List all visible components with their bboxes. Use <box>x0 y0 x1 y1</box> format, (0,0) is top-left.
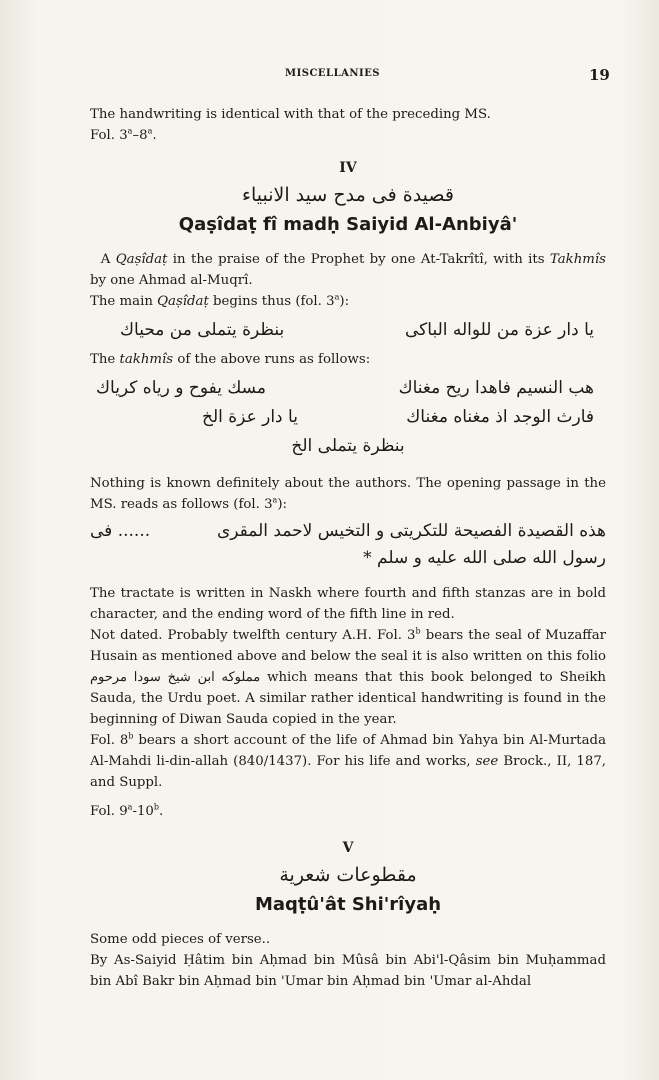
paragraph-odd-pieces: Some odd pieces of verse.. <box>90 932 271 947</box>
section-title-v: Maqṭû'ât Shi'rîyaḥ <box>254 894 442 915</box>
opening-passage-arabic-2: رسول الله صلى الله عليه و سلم * <box>363 548 606 568</box>
paragraph-fol-8b: Fol. 8$^b$ bears a short account of the life of Ahmad bin Yahya bin Al-Murtada Al-Mahdi li-din-allah (840/1437). For his life and works, see Brock., II, 187, and Suppl. <box>90 731 607 790</box>
section-title-iv: Qaṣîdaṭ fî madḥ Saiyid Al-Anbiyâ' <box>178 214 518 235</box>
section-numeral-v: V <box>342 840 354 856</box>
inline-arabic-seal-note: مملوكه ابن شيخ سودا مرحوم <box>90 670 261 685</box>
paragraph-main-qasidat: The main Qaṣîdaṭ begins thus (fol. 3$^a$): <box>90 292 350 309</box>
paragraph-handwriting: The handwriting is identical with that of the preceding MS. <box>90 107 491 122</box>
paragraph-author: By As-Saiyid Ḥâtim bin Aḥmad bin Mûsâ bin Abi'l-Qâsim bin Muḥammad bin Abî Bakr bin Aḥmad bin 'Umar bin Aḥmad bin 'Umar al-Ahdal <box>90 953 606 989</box>
page-content <box>90 104 606 992</box>
takhmis-verse-1: هب النسيم فاهدا ريح مغناك مسك يفوح و رياه كرياك <box>96 378 594 398</box>
paragraph-not-dated: Not dated. Probably twelfth century A.H. Fol. 3$^b$ bears the seal of Muzaffar Husain as mentioned above and below the seal it is also written on this folio مملوكه ابن شيخ سودا مرحوم which means that this book belonged to Sheikh Sauda, the Urdu poet. A similar rather identical handwriting is found in the beginning of Diwan Sauda copied in the year. <box>90 626 606 727</box>
verse-hemistich-right: يا دار عزة من للواله الباكى <box>405 320 594 340</box>
page-number: 19 <box>589 66 610 84</box>
takhmis-verse-3: بنظرة يتملى الخ <box>291 436 405 456</box>
running-head: MISCELLANIES <box>285 68 381 79</box>
arabic-title-v: مقطوعات شعرية <box>279 864 417 886</box>
opening-passage-arabic-1: هذه القصيدة الفصيحة للتكريتى و التخيس لاحمد المقرى ...... فى <box>90 521 606 541</box>
folio-reference-9: Fol. 9$^a$-10$^b$. <box>90 802 164 819</box>
verse-opening <box>90 320 606 341</box>
section-numeral-iv: IV <box>339 160 357 176</box>
verse-hemistich-left: بنظرة يتملى من محياك <box>120 320 285 340</box>
paragraph-tractate: The tractate is written in Naskh where fourth and fifth stanzas are in bold character, and the ending word of the fifth line in red. <box>90 586 606 622</box>
paragraph-takhmis-intro: The takhmîs of the above runs as follows: <box>90 352 371 367</box>
takhmis-verse-2: فارث الوجد اذ مغناه مغناك يا دار عزة الخ <box>202 407 594 427</box>
paragraph-intro: A Qaṣîdaṭ in the praise of the Prophet by one At-Takrîtî, with its Takhmîs by one Ahmad al-Muqrî. <box>90 252 606 288</box>
paragraph-nothing-known: Nothing is known definitely about the authors. The opening passage in the MS. reads as follows (fol. 3$^a$): <box>90 476 606 512</box>
folio-reference: Fol. 3$^a$–8$^a$. <box>90 126 157 143</box>
arabic-title-iv: قصيدة فى مدح سيد الانبياء <box>242 184 454 206</box>
